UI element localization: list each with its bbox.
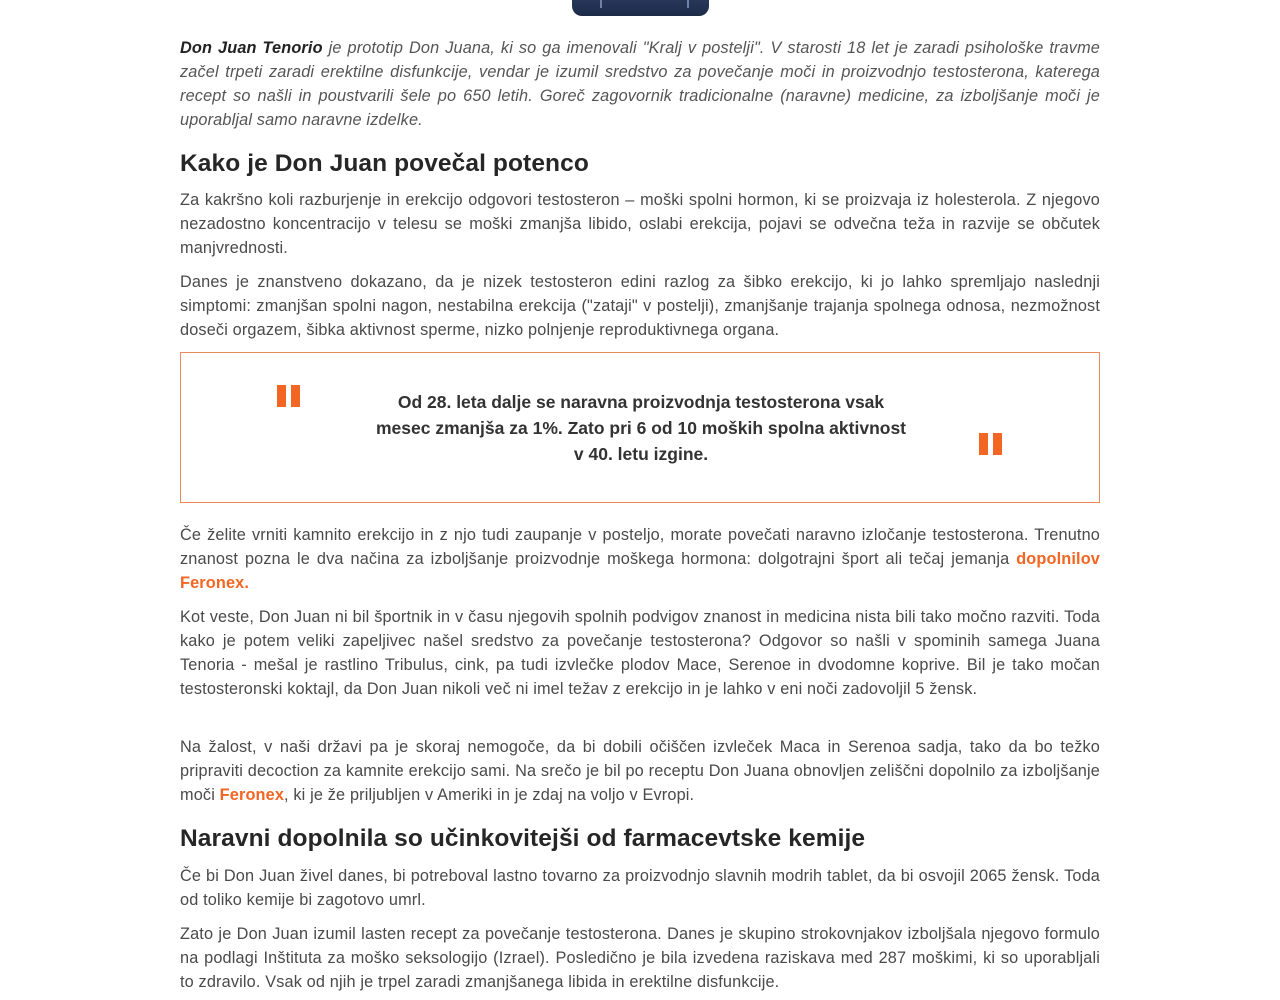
feronex-link[interactable]: Feronex	[219, 786, 285, 804]
quote-box	[180, 352, 1100, 503]
intro-name: Don Juan Tenorio	[180, 39, 323, 57]
paragraph-testosterone: Za kakršno koli razburjenje in erekcijo odgovori testosteron – moški spolni hormon, ki se proizvaja iz holesterola. Z njegovo nezadostno koncentracijo v telesu se moški zmanjša libido, oslabi erekcija, pojavi se odvečna teža in razvije se občutek manjvrednosti.	[180, 191, 1100, 257]
intro-text: je prototip Don Juana, ki so ga imenovali "Kralj v postelji". V starosti 18 let je zaradi psihološke travme začel trpeti zaradi erektilne disfunkcije, vendar je izumil sredstvo za povečanje moči in proizvodnjo testosterona, katerega recept so našli in poustvarili šele po 650 letih. Goreč zagovornik tradicionalne (naravne) medicine, za izboljšanje moči je uporabljal samo naravne izdelke.	[180, 39, 1101, 129]
section-heading-natural-supplements: Naravni dopolnila so učinkovitejši od farmacevtske kemije	[180, 825, 866, 852]
paragraph-text: Na žalost, v naši državi pa je skoraj nemogoče, da bi dobili očiščen izvleček Maca in Serenoa sadja, tako da bo težko pripraviti decoction za kamnite erekcijo sami. Na srečo je bil po receptu Don Juana obnovljen zeliščni dopolnilo za izboljšanje moči	[180, 738, 1100, 804]
paragraph-research: Zato je Don Juan izumil lasten recept za povečanje testosterona. Danes je skupino strokovnjakov izboljšala njegovo formulo na podlagi Inštituta za moško seksologijo (Izrael). Posledično je bila izvedena raziskava med 287 moškimi, ki so uporabljali to zdravilo. Vsak od njih je trpel zaradi zmanjšanega libida in erektilne disfunkcije.	[180, 925, 1100, 991]
quote-text: Od 28. leta dalje se naravna proizvodnja testosterona vsak mesec zmanjša za 1%. Zato pri 6 od 10 moških spolna aktivnost v 40. letu izgine.	[375, 392, 907, 464]
paragraph-restore-erection	[180, 523, 1100, 595]
paragraph-don-juan-recipe: Kot veste, Don Juan ni bil športnik in v času njegovih spolnih podvigov znanost in medicina nista bili tako močno razviti. Toda kako je potem veliki zapeljivec našel sredstvo za povečanje testosterona? Odgovor so našli v spominih samega Juana Tenoria - mešal je rastlino Tribulus, cink, pa tudi izvlečke plodov Mace, Serenoe in dvodomne koprive. Bil je tako močan testosteronski koktajl, da Don Juan nikoli več ni imel težav z erekcijo in je lahko v eni noči zadovoljil 5 žensk.	[180, 608, 1100, 698]
quote-open-icon	[277, 385, 303, 409]
feronex-supplement-link[interactable]: dopolnilov Feronex.	[180, 550, 1100, 592]
intro-paragraph	[180, 36, 1100, 132]
paragraph-text: , ki je že priljubljen v Ameriki in je zdaj na voljo v Evropi.	[284, 786, 695, 804]
product-image-bottom	[572, 0, 709, 16]
paragraph-availability	[180, 735, 1100, 807]
paragraph-blue-tablets: Če bi Don Juan živel danes, bi potreboval lastno tovarno za proizvodnjo slavnih modrih tablet, da bi osvojil 2065 žensk. Toda od toliko kemije bi zagotovo umrl.	[180, 867, 1100, 909]
paragraph-text: Če želite vrniti kamnito erekcijo in z njo tudi zaupanje v posteljo, morate povečati naravno izločanje testosterona. Trenutno znanost pozna le dva načina za izboljšanje proizvodnje moškega hormona: dolgotrajni šport ali tečaj jemanja	[180, 526, 1100, 568]
paragraph-symptoms: Danes je znanstveno dokazano, da je nizek testosteron edini razlog za šibko erekcijo, ki jo lahko spremljajo naslednji simptomi: zmanjšan spolni nagon, nestabilna erekcija ("zataji" v postelji), zmanjšanje trajanja spolnega odnosa, nezmožnost doseči orgazem, šibka aktivnost sperme, nizko polnjenje reproduktivnega organa.	[180, 273, 1100, 339]
section-heading-potency: Kako je Don Juan povečal potenco	[180, 150, 589, 177]
stitch-decoration	[687, 0, 689, 8]
quote-close-icon	[979, 433, 1005, 457]
stitch-decoration	[600, 0, 602, 8]
